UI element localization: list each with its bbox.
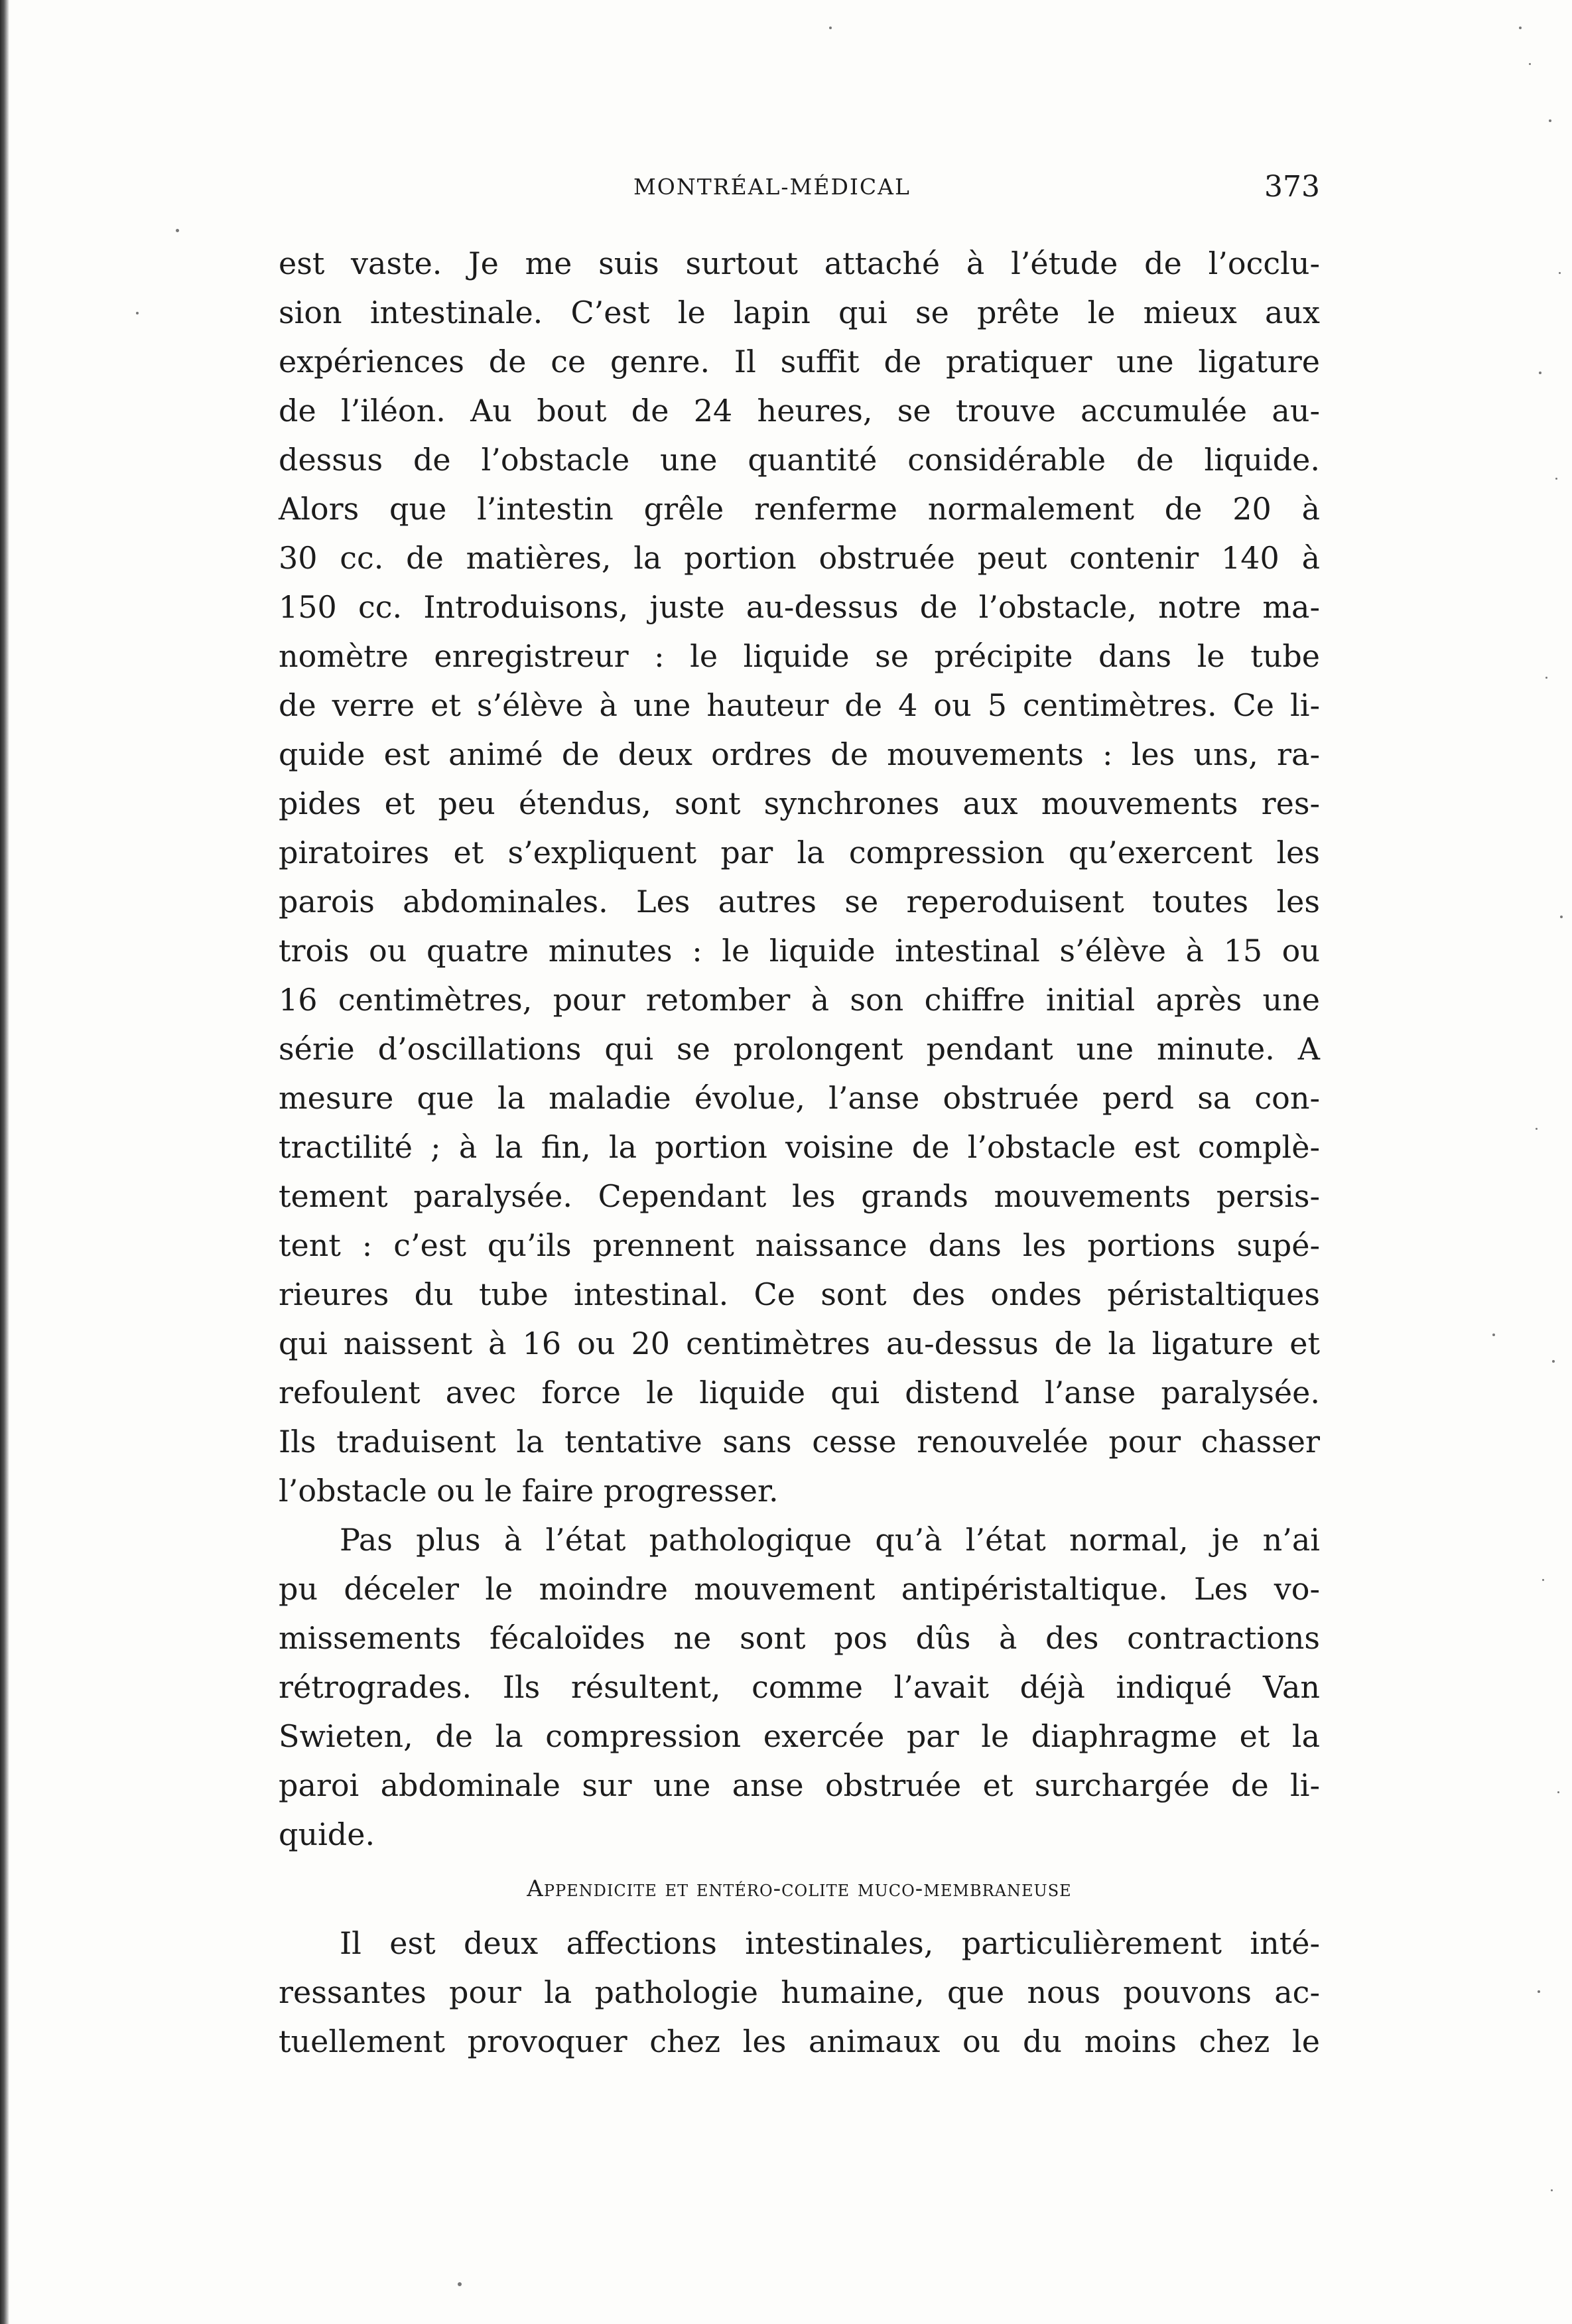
text-line: de l’iléon. Au bout de 24 heures, se trouve accumulée au- <box>279 393 1320 429</box>
body-text <box>279 239 1320 2066</box>
paragraph-1 <box>279 239 1320 1515</box>
text-line: nomètre enregistreur : le liquide se précipite dans le tube <box>279 638 1320 674</box>
text-line: tractilité ; à la fin, la portion voisine de l’obstacle est complè- <box>279 1129 1320 1165</box>
text-line: pides et peu étendus, sont synchrones aux mouvements res- <box>279 786 1320 821</box>
text-line: expériences de ce genre. Il suffit de pratiquer une ligature <box>279 344 1320 379</box>
text-line: sion intestinale. C’est le lapin qui se prête le mieux aux <box>279 295 1320 330</box>
text-line: piratoires et s’expliquent par la compression qu’exercent les <box>279 835 1320 870</box>
text-line: Alors que l’intestin grêle renferme normalement de 20 à <box>279 491 1320 527</box>
text-line: pu déceler le moindre mouvement antipéristaltique. Les vo- <box>279 1571 1320 1607</box>
paragraph-2 <box>279 1515 1320 1859</box>
text-line: Pas plus à l’état pathologique qu’à l’état normal, je n’ai <box>340 1522 1320 1558</box>
text-line: Swieten, de la compression exercée par le diaphragme et la <box>279 1718 1320 1754</box>
running-title: MONTRÉAL-MÉDICAL <box>633 174 911 200</box>
text-line: Il est deux affections intestinales, particulièrement inté- <box>340 1925 1320 1961</box>
text-line: parois abdominales. Les autres se reperoduisent toutes les <box>279 884 1320 920</box>
text-line: est vaste. Je me suis surtout attaché à l’étude de l’occlu- <box>279 245 1320 281</box>
text-line: ressantes pour la pathologie humaine, que nous pouvons ac- <box>279 1974 1320 2010</box>
text-line: 30 cc. de matières, la portion obstruée peut contenir 140 à <box>279 540 1320 576</box>
text-line: rieures du tube intestinal. Ce sont des ondes péristaltiques <box>279 1276 1320 1312</box>
text-line: mesure que la maladie évolue, l’anse obstruée perd sa con- <box>279 1080 1320 1116</box>
section-heading: Appendicite et entéro-colite muco-membraneuse <box>527 1876 1072 1902</box>
text-line: missements fécaloïdes ne sont pos dûs à des contractions <box>279 1620 1320 1656</box>
text-line: trois ou quatre minutes : le liquide intestinal s’élève à 15 ou <box>279 933 1320 969</box>
text-line: dessus de l’obstacle une quantité considérable de liquide. <box>279 442 1320 478</box>
text-line: quide est animé de deux ordres de mouvements : les uns, ra- <box>279 736 1320 772</box>
text-line: quide. <box>279 1816 375 1852</box>
text-line: rétrogrades. Ils résultent, comme l’avait déjà indiqué Van <box>279 1669 1320 1705</box>
text-line: tuellement provoquer chez les animaux ou du moins chez le <box>279 2023 1320 2059</box>
text-line: qui naissent à 16 ou 20 centimètres au-dessus de la ligature et <box>279 1326 1320 1361</box>
text-line: série d’oscillations qui se prolongent pendant une minute. A <box>279 1031 1320 1067</box>
paragraph-3 <box>279 1919 1320 2066</box>
text-line: Ils traduisent la tentative sans cesse renouvelée pour chasser <box>279 1424 1320 1460</box>
page-binding-shadow <box>0 0 9 2324</box>
text-line: paroi abdominale sur une anse obstruée et surchargée de li- <box>279 1767 1320 1803</box>
text-line: 150 cc. Introduisons, juste au-dessus de l’obstacle, notre ma- <box>279 589 1320 625</box>
text-line: l’obstacle ou le faire progresser. <box>279 1473 779 1509</box>
page-number: 373 <box>1264 170 1320 204</box>
text-line: de verre et s’élève à une hauteur de 4 ou 5 centimètres. Ce li- <box>279 687 1320 723</box>
text-line: refoulent avec force le liquide qui distend l’anse paralysée. <box>279 1375 1320 1410</box>
text-line: 16 centimètres, pour retomber à son chiffre initial après une <box>279 982 1320 1018</box>
page-header <box>279 170 1320 214</box>
text-line: tement paralysée. Cependant les grands mouvements persis- <box>279 1178 1320 1214</box>
text-line: tent : c’est qu’ils prennent naissance dans les portions supé- <box>279 1227 1320 1263</box>
